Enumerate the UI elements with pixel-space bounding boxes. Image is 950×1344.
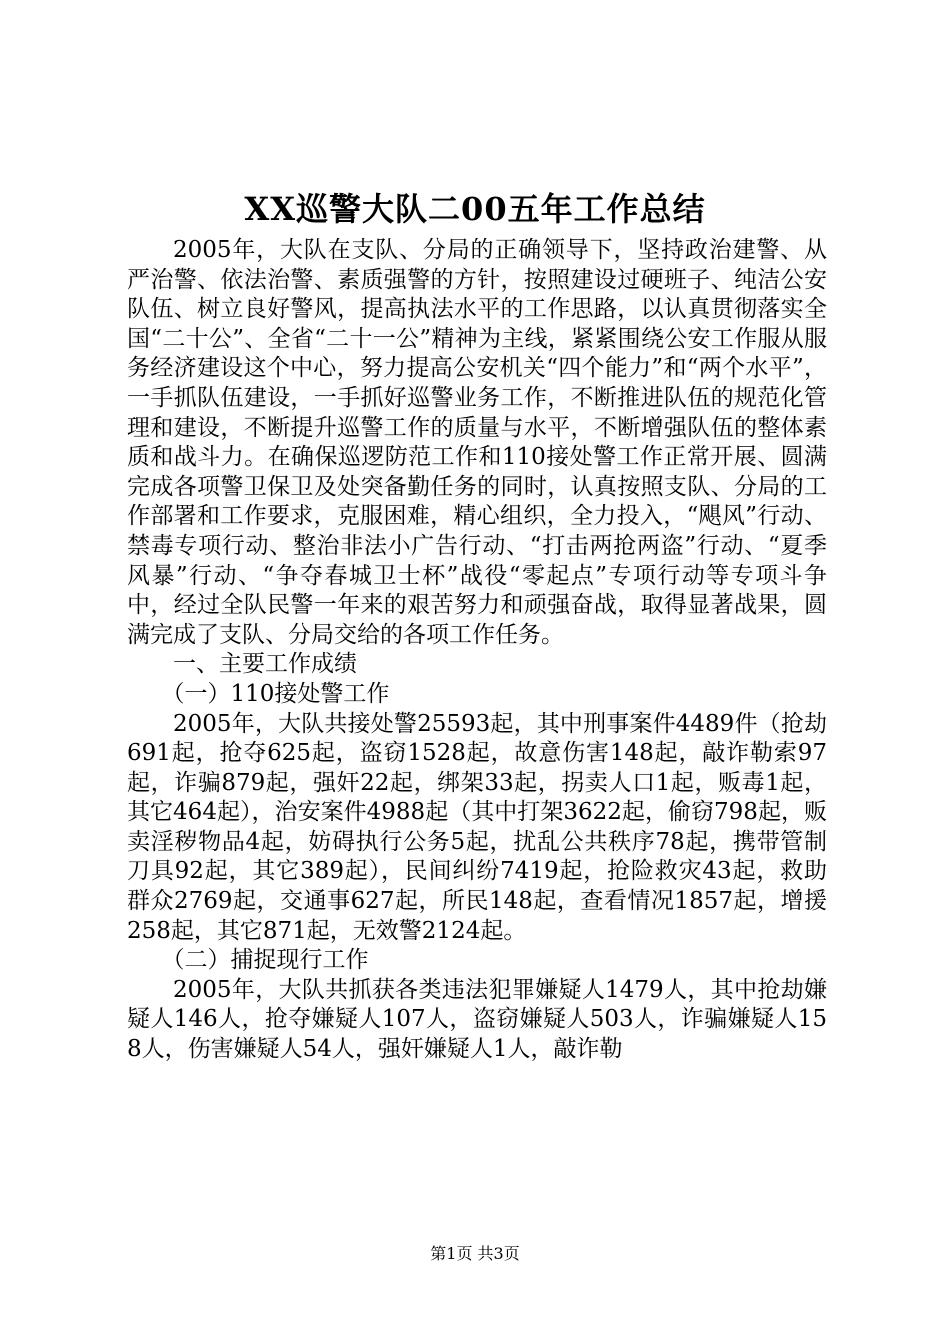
section-heading-main-achievements: 一、主要工作成绩 — [173, 651, 357, 678]
subsection-heading-capture: （二）捕捉现行工作 — [161, 947, 369, 974]
page-number-footer: 第1页 共3页 — [430, 1244, 520, 1263]
paragraph-capture-statistics: 2005年，大队共抓获各类违法犯罪嫌疑人1479人，其中抢劫嫌疑人146人，抢夺嫌疑人107人，盗窃嫌疑人503人，诈骗嫌疑人158人，伤害嫌疑人54人，强奸嫌疑人1人，敲诈勒 — [127, 976, 827, 1063]
document-body — [127, 236, 827, 1065]
intro-paragraph: 2005年，大队在支队、分局的正确领导下，坚持政治建警、从严治警、依法治警、素质强警的方针，按照建设过硬班子、纯洁公安队伍、树立良好警风，提高执法水平的工作思路，以认真贯彻落实全国“二十公”、全省“二十一公”精神为主线，紧紧围绕公安工作服从服务经济建设这个中心，努力提高公安机关“四个能力”和“两个水平”，一手抓队伍建设，一手抓好巡警业务工作，不断推进队伍的规范化管理和建设，不断提升巡警工作的质量与水平，不断增强队伍的整体素质和战斗力。在确保巡逻防范工作和110接处警工作正常开展、圆满完成各项警卫保卫及处突备勤任务的同时，认真按照支队、分局的工作部署和工作要求，克服困难，精心组织，全力投入，“飓风”行动、禁毒专项行动、整治非法小广告行动、“打击两抢两盗”行动、“夏季风暴”行动、“争夺春城卫士杯”战役“零起点”专项行动等专项斗争中，经过全队民警一年来的艰苦努力和顽强奋战，取得显著战果，圆满完成了支队、分局交给的各项工作任务。 — [127, 237, 827, 648]
document-title: XX巡警大队二00五年工作总结 — [244, 190, 706, 228]
subsection-heading-110: （一）110接处警工作 — [161, 680, 390, 707]
paragraph-110-statistics: 2005年，大队共接处警25593起，其中刑事案件4489件（抢劫691起，抢夺625起，盗窃1528起，故意伤害148起，敲诈勒索97起，诈骗879起，强奸22起，绑架33起，拐卖人口1起，贩毒1起，其它464起），治安案件4988起（其中打架3622起，偷窃798起，贩卖淫秽物品4起，妨碍执行公务5起，扰乱公共秩序78起，携带管制刀具92起，其它389起），民间纠纷7419起，抢险救灾43起，救助群众2769起，交通事627起，所民148起，查看情况1857起，增援258起，其它871起，无效警2124起。 — [127, 710, 827, 944]
